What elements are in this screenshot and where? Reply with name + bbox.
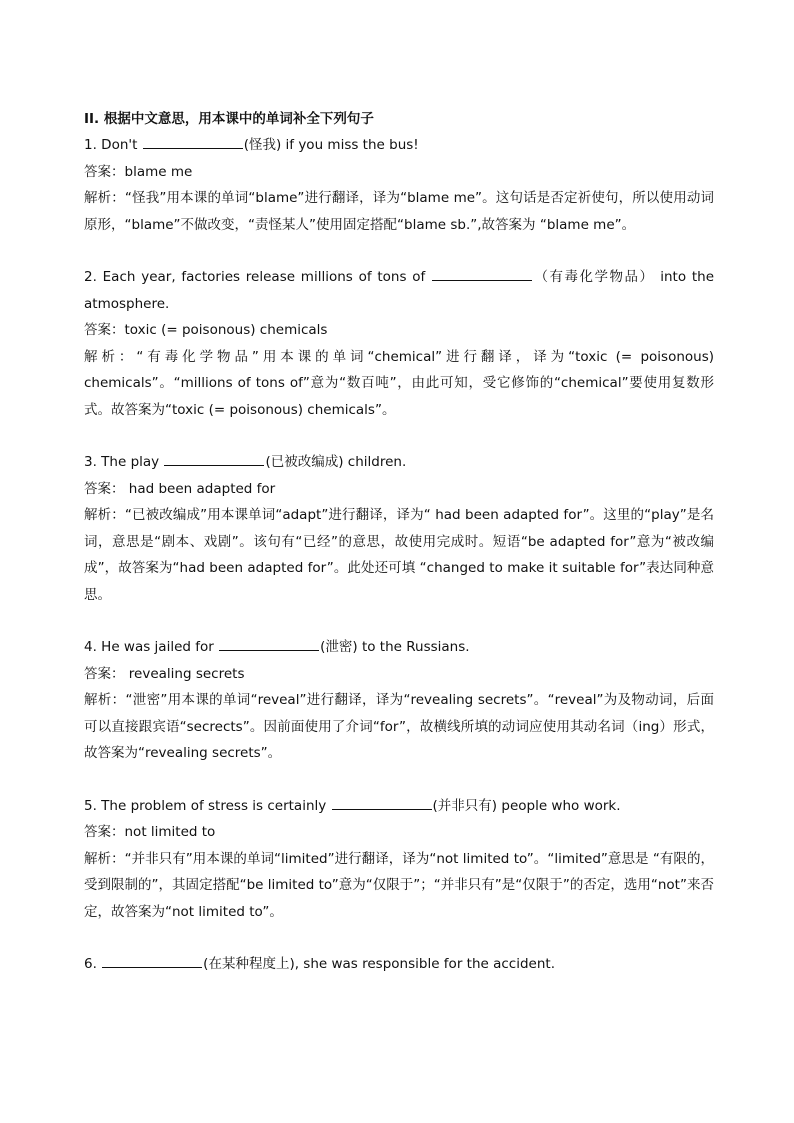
analysis-text: 解析：“有毒化学物品”用本课的单词“chemical”进行翻译，译为“toxic (= poisonous) chemicals”。“millions of tons of”意为“数百吨”，由此可知，受它修饰的“chemical”要使用复数形式。故答案为“toxic (= poisonous) chemicals”。 <box>84 348 714 418</box>
answer-line: 答案：blame me <box>84 163 193 180</box>
question-sentence: 6. (在某种程度上), she was responsible for the accident. <box>84 956 555 972</box>
question-sentence: 5. The problem of stress is certainly (并非只有) people who work. <box>84 797 621 814</box>
answer-blank[interactable] <box>332 796 432 810</box>
answer-line: 答案： had been adapted for <box>84 480 276 497</box>
analysis-text: 解析：“已被改编成”用本课单词“adapt”进行翻译，译为“ had been adapted for”。这里的“play”是名词，意思是“剧本、戏剧”。该句有“已经”的意思，故使用完成时。短语“be adapted for”意为“被改编成”，故答案为“had been adapted for”。此处还可填 “changed to make it suitable for”表达同种意思。 <box>84 507 714 603</box>
question-5 <box>84 793 714 926</box>
answer-line: 答案： revealing secrets <box>84 665 245 682</box>
question-2 <box>84 264 714 423</box>
answer-blank[interactable] <box>219 637 319 651</box>
answer-blank[interactable] <box>143 135 243 149</box>
answer-blank[interactable] <box>102 954 202 968</box>
question-4 <box>84 634 714 767</box>
worksheet-page <box>84 106 714 978</box>
question-6 <box>84 951 714 978</box>
answer-blank[interactable] <box>164 452 264 466</box>
question-sentence: 1. Don't (怪我) if you miss the bus! <box>84 137 419 153</box>
answer-blank[interactable] <box>432 267 532 281</box>
analysis-text: 解析：“怪我”用本课的单词“blame”进行翻译，译为“blame me”。这句话是否定祈使句，所以使用动词原形，“blame”不做改变，“责怪某人”使用固定搭配“blame sb.”,故答案为 “blame me”。 <box>84 190 714 233</box>
question-3 <box>84 449 714 608</box>
answer-line: 答案：not limited to <box>84 824 216 840</box>
question-sentence: 3. The play (已被改编成) children. <box>84 454 407 470</box>
section-heading: II. 根据中文意思，用本课中的单词补全下列句子 <box>84 111 374 127</box>
answer-line: 答案：toxic (= poisonous) chemicals <box>84 322 328 338</box>
question-sentence: 4. He was jailed for (泄密) to the Russians. <box>84 639 470 655</box>
analysis-text: 解析：“泄密”用本课的单词“reveal”进行翻译，译为“revealing secrets”。“reveal”为及物动词，后面可以直接跟宾语“secrects”。因前面使用了介词“for”，故横线所填的动词应使用其动名词（ing）形式，故答案为“revealing secrets”。 <box>84 692 714 761</box>
analysis-text: 解析：“并非只有”用本课的单词“limited”进行翻译，译为“not limited to”。“limited”意思是 “有限的，受到限制的”，其固定搭配“be limited to”意为“仅限于”；“并非只有”是“仅限于”的否定，选用“not”来否定，故答案为“not limited to”。 <box>84 850 714 920</box>
question-1 <box>84 132 714 238</box>
question-sentence: 2. Each year, factories release millions of tons of （有毒化学物品） into the atmosphere. <box>84 269 715 312</box>
